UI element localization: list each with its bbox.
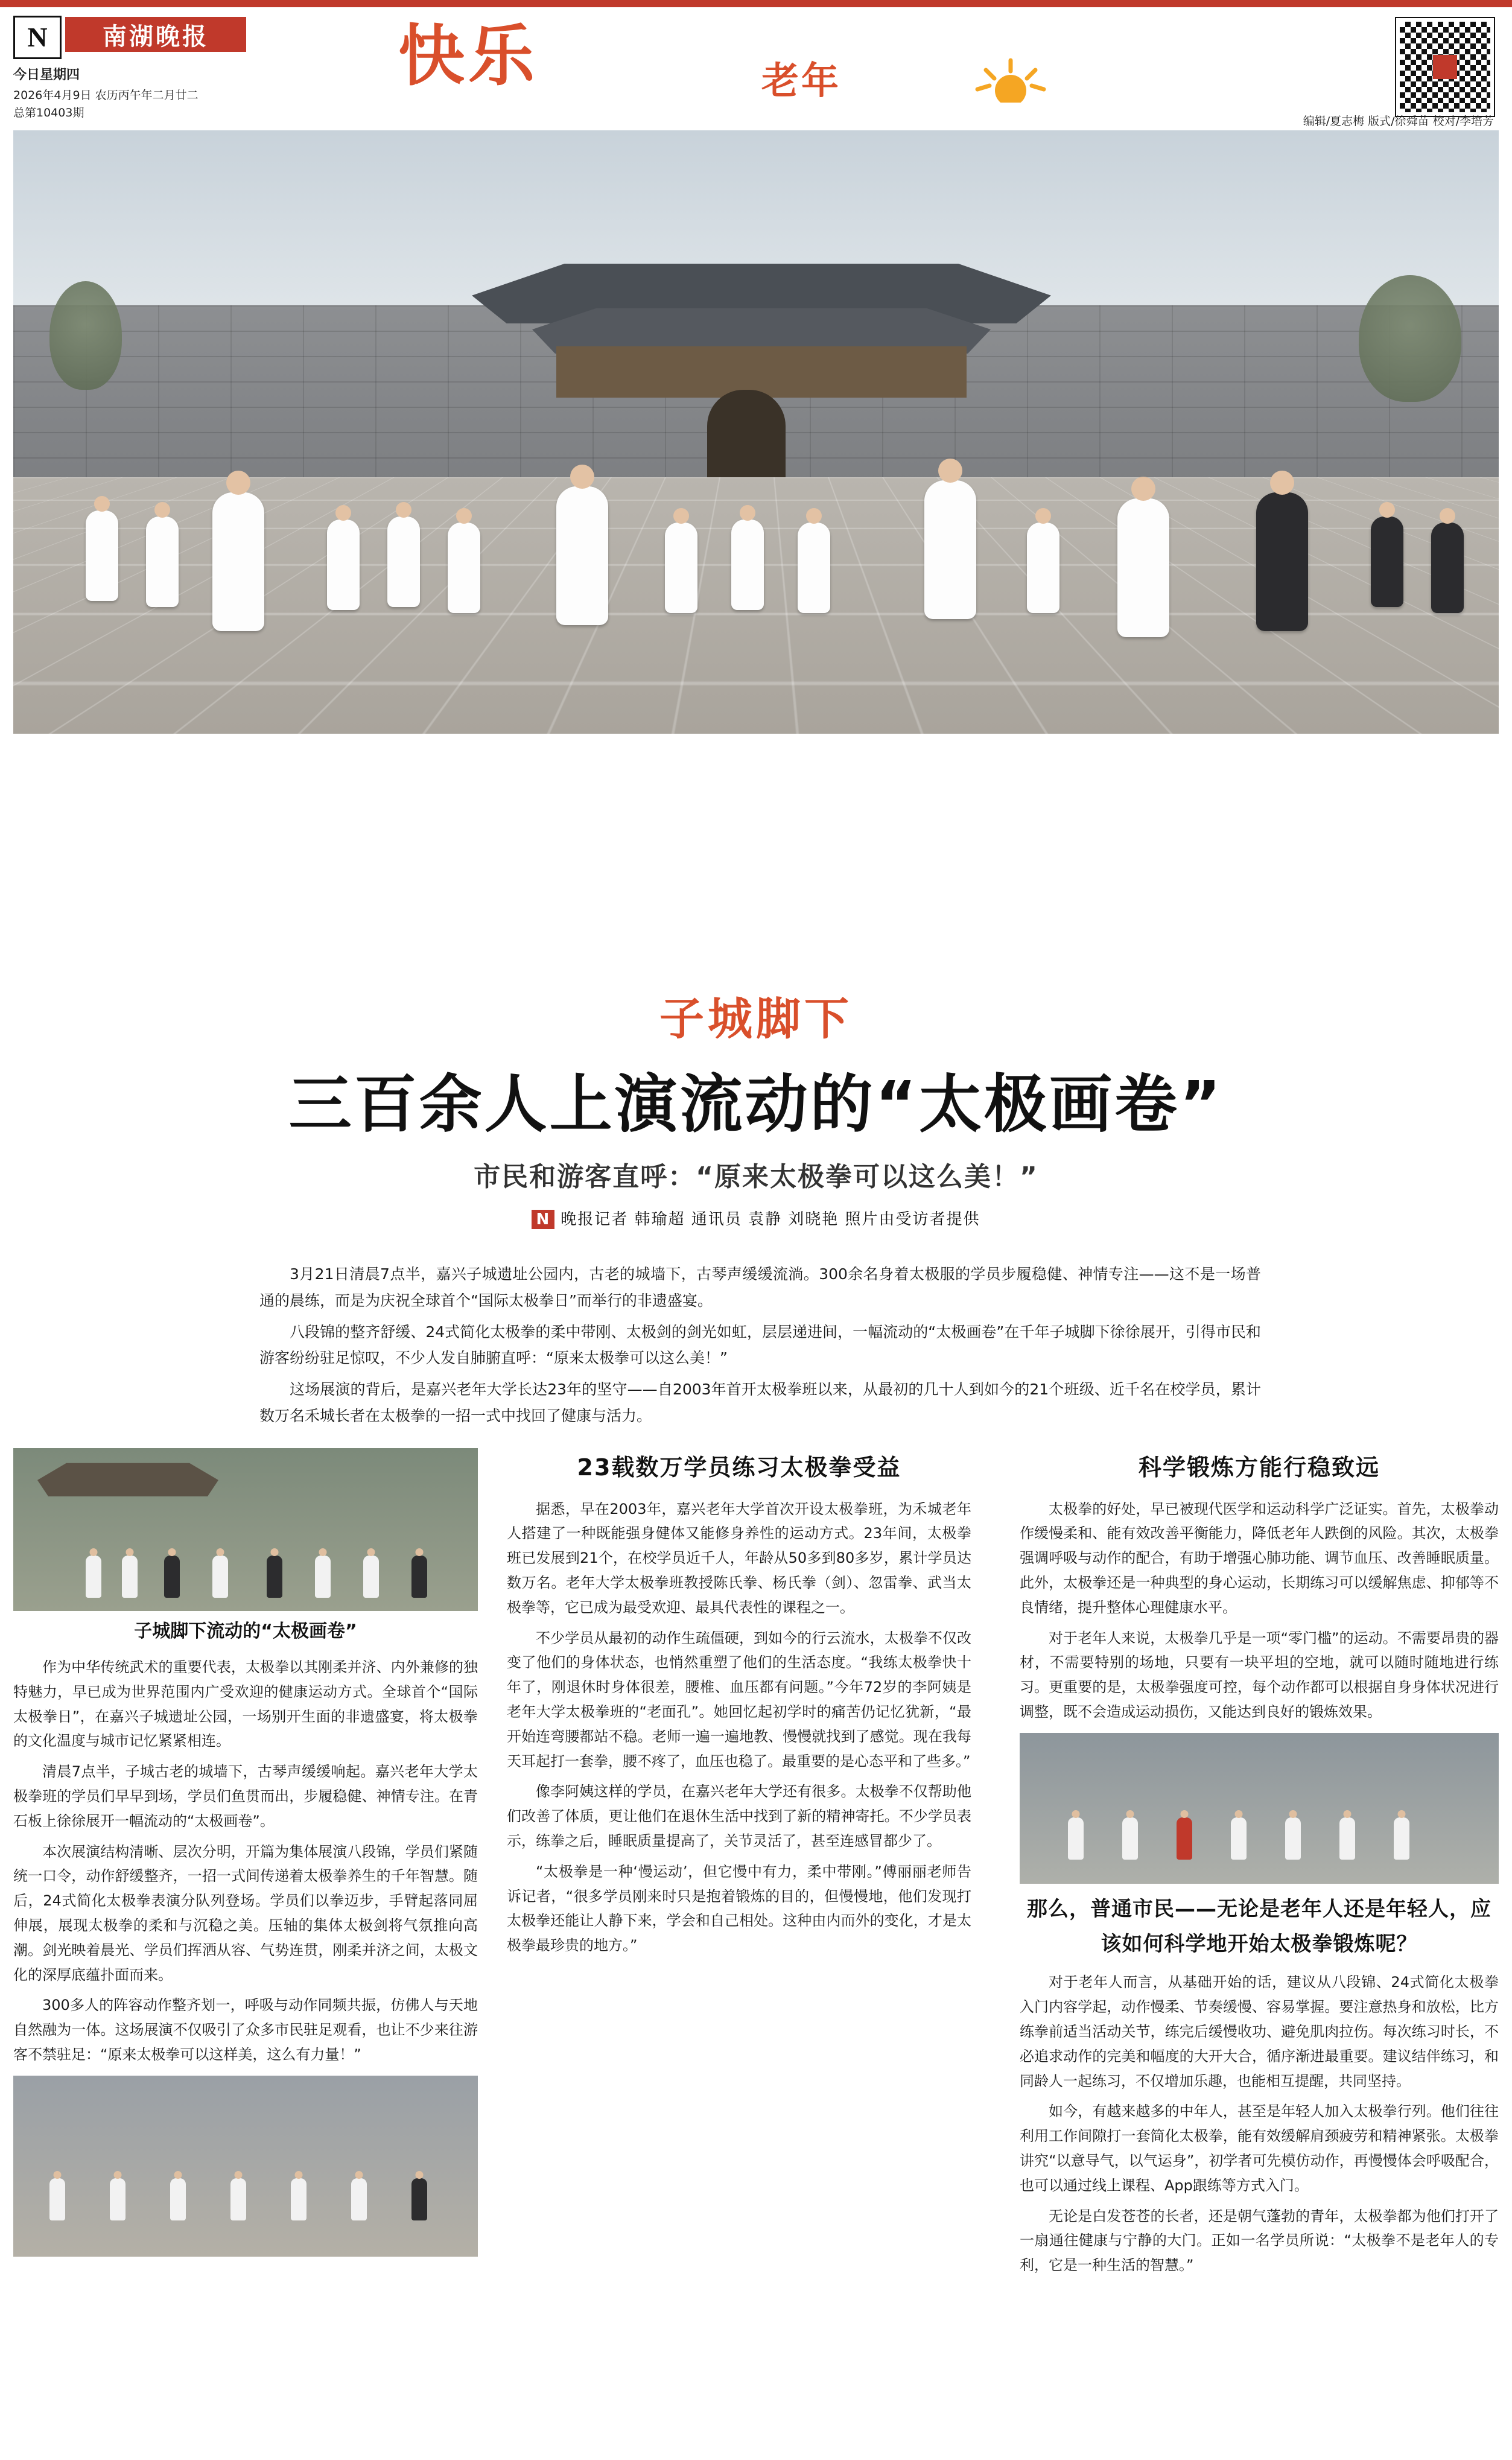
date-label: 2026年4月9日 农历丙午年二月廿二 [13, 89, 199, 102]
section-heading: 科学锻炼方能行稳致远 [1138, 1454, 1380, 1481]
photo-caption: 子城脚下流动的“太极画卷” [134, 1621, 357, 1642]
headline-sub: 市民和游客直呼：“原来太极拳可以这么美！” [474, 1162, 1038, 1192]
body-para: 像李阿姨这样的学员，在嘉兴老年大学还有很多。太极拳不仅帮助他们改善了体质，更让他们在退休生活中找到了新的精神寄托。不少学员表示，练拳之后，睡眠质量提高了，关节灵活了，甚至连感冒都少了。 [507, 1783, 971, 1849]
body-para: 太极拳的好处，早已被现代医学和运动科学广泛证实。首先，太极拳动作缓慢柔和、能有效改善平衡能力，降低老年人跌倒的风险。其次，太极拳强调呼吸与动作的配合，有助于增强心肺功能、调节血压、改善睡眠质量。此外，太极拳还是一种典型的身心运动，长期练习可以缓解焦虑、抑郁等不良情绪，提升整体心理健康水平。 [1020, 1500, 1499, 1616]
taichi-practitioner [924, 480, 976, 619]
pavilion-body [556, 346, 967, 398]
headline-block [13, 984, 1499, 1229]
body-para: 不少学员从最初的动作生疏僵硬，到如今的行云流水，太极拳不仅改变了他们的身体状态，也悄然重塑了他们的生活态度。“我练太极拳快十年了，刚退休时身体很差，腰椎、血压都有问题。”今年72岁的李阿姨是老年大学太极拳班的“老面孔”。她回忆起初学时的痛苦仍记忆犹新，“最开始连弯腰都站不稳。老师一遍一遍地教、慢慢就找到了感觉。现在我每天耳起打一套拳，腰不疼了，血压也稳了。最重要的是心态平和了些多。” [507, 1629, 971, 1770]
taichi-practitioner [448, 523, 480, 613]
column-right [1020, 1448, 1499, 2284]
figure [1122, 1817, 1138, 1860]
paper-name: 南湖晚报 [65, 17, 246, 52]
figure [1231, 1817, 1247, 1860]
photo-group-at-park [13, 1448, 478, 1611]
weekday-label: 今日星期四 [13, 68, 80, 83]
section-title [398, 17, 772, 101]
paper-logo-icon: N [13, 16, 62, 59]
section-title-sub: 老年 [761, 59, 842, 103]
taichi-practitioner [327, 520, 360, 610]
taichi-practitioner [86, 510, 118, 601]
figure [1339, 1817, 1355, 1860]
figure [110, 2178, 125, 2220]
sun-icon [965, 54, 1056, 103]
hero-photo [13, 130, 1499, 734]
body-para: 对于老年人而言，从基础开始的话，建议从八段锦、24式简化太极拳入门内容学起，动作慢柔、节奏缓慢、容易掌握。要注意热身和放松，比方练拳前适当活动关节，练完后缓慢收功、避免肌肉拉伤。每次练习时长，不必追求动作的完美和幅度的大开大合，循序渐进最重要。建议结伴练习，和同龄人一起练习，不仅增加乐趣，也能相互提醒，共同坚持。 [1020, 1974, 1499, 2090]
byline [13, 1207, 1499, 1229]
column-middle [507, 1448, 971, 1964]
lead-para: 这场展演的背后，是嘉兴老年大学长达23年的坚守——自2003年首开太极拳班以来，从最初的几十人到如今的21个班级、近千名在校学员，累计数万名禾城长者在太极拳的一招一式中找回了健康与活力。 [259, 1381, 1261, 1425]
taichi-practitioner [556, 486, 608, 625]
issue-label: 总第10403期 [13, 106, 84, 119]
taichi-practitioner [1371, 516, 1403, 607]
figure [1285, 1817, 1301, 1860]
body-para: 300多人的阵容动作整齐划一，呼吸与动作同频共振，仿佛人与天地自然融为一体。这场展演不仅吸引了众多市民驻足观看，也让不少来往游客不禁驻足：“原来太极拳可以这样美，这么有力量！” [13, 1997, 478, 2063]
lead-para: 八段锦的整齐舒缓、24式简化太极拳的柔中带刚、太极剑的剑光如虹，层层递进间，一幅流动的“太极画卷”在千年子城脚下徐徐展开，引得市民和游客纷纷驻足惊叹，不少人发自肺腑直呼：“原来太极拳可以这么美！” [259, 1323, 1261, 1367]
pavilion-roof-icon [37, 1460, 218, 1496]
body-para: 据悉，早在2003年，嘉兴老年大学首次开设太极拳班，为禾城老年人搭建了一种既能强身健体又能修身养性的运动方式。23年间，太极拳班已发展到21个，在校学员近千人，年龄从50多到80多岁，累计学员达数万名。老年大学太极拳班教授陈氏拳、杨氏拳（剑）、忽雷拳、武当太极拳等，它已成为最受欢迎、最具代表性的课程之一。 [507, 1500, 971, 1616]
taichi-practitioner [731, 520, 764, 610]
body-para: 如今，有越来越多的中年人，甚至是年轻人加入太极拳行列。他们往往利用工作间隙打一套简化太极拳，能有效缓解肩颈疲劳和精神紧张。太极拳讲究“以意导气，以气运身”，初学者可先模仿动作，再慢慢体会呼吸配合，也可以通过线上课程、App跟练等方式入门。 [1020, 2103, 1499, 2194]
headline-kicker: 子城脚下 [659, 993, 853, 1045]
taichi-practitioner [1027, 523, 1059, 613]
taichi-practitioner [1431, 523, 1464, 613]
figure [122, 1556, 138, 1598]
figure [351, 2178, 367, 2220]
figure [170, 2178, 186, 2220]
date-block [13, 65, 199, 121]
figure [86, 1556, 101, 1598]
city-gate [707, 390, 786, 480]
taichi-practitioner [1117, 498, 1169, 637]
figure [291, 2178, 307, 2220]
body-para: 作为中华传统武术的重要代表，太极拳以其刚柔并济、内外兼修的独特魅力，早已成为世界范围内广受欢迎的健康运动方式。全球首个“国际太极拳日”，在嘉兴子城遗址公园，一场别开生面的非遗盛宴，将太极拳的文化温度与城市记忆紧紧相连。 [13, 1659, 478, 1750]
figure [315, 1556, 331, 1598]
body-para: 清晨7点半，子城古老的城墙下，古琴声缓缓响起。嘉兴老年大学太极拳班的学员们早早到场，学员们鱼贯而出，步履稳健、神情专注。在青石板上徐徐展开一幅流动的“太极画卷”。 [13, 1763, 478, 1829]
section-title-main: 快乐 [398, 17, 538, 95]
taichi-practitioner [665, 523, 697, 613]
taichi-practitioner [212, 492, 264, 631]
body-para: 无论是白发苍苍的长者，还是朝气蓬勃的青年，太极拳都为他们打开了一扇通往健康与宁静的大门。正如一名学员所说：“太极拳不是老年人的专利，它是一种生活的智慧。” [1020, 2207, 1499, 2274]
body-para: 本次展演结构清晰、层次分明，开篇为集体展演八段锦，学员们紧随统一口令，动作舒缓整齐，一招一式间传递着太极拳养生的千年智慧。随后，24式简化太极拳表演分队列登场。学员们以拳迈步，手臂起落同屈伸展，展现太极拳的柔和与沉稳之美。压轴的集体太极剑将气氛推向高潮。剑光映着晨光、学员们挥洒从容、气势连贯，刚柔并济之间，太极文化的深厚底蕴扑面而来。 [13, 1843, 478, 1983]
column-left [13, 1448, 478, 2263]
qr-code[interactable] [1396, 18, 1494, 116]
photo-plaza-formation [13, 2076, 478, 2257]
byline-text: 晚报记者 韩瑜超 通讯员 袁静 刘晓艳 照片由受访者提供 [561, 1210, 980, 1228]
taichi-practitioner [146, 516, 179, 607]
figure [411, 1556, 427, 1598]
figure [411, 2178, 427, 2220]
editor-credits: 编辑/夏志梅 版式/徐舜苗 校对/李培芳 [1303, 115, 1494, 128]
figure [267, 1556, 282, 1598]
taichi-practitioner [798, 523, 830, 613]
tree [49, 281, 122, 390]
byline-mark-icon: N [532, 1210, 554, 1229]
figure [164, 1556, 180, 1598]
taichi-practitioner [387, 516, 420, 607]
figure [1068, 1817, 1084, 1860]
figure [212, 1556, 228, 1598]
masthead [0, 7, 1512, 119]
tree [1359, 275, 1461, 402]
figure [1394, 1817, 1409, 1860]
lead-para: 3月21日清晨7点半，嘉兴子城遗址公园内，古老的城墙下，古琴声缓缓流淌。300余名身着太极服的学员步履稳健、神情专注——这不是一场普通的晨练，而是为庆祝全球首个“国际太极拳日”而举行的非遗盛宴。 [259, 1265, 1261, 1309]
body-para: 对于老年人来说，太极拳几乎是一项“零门槛”的运动。不需要昂贵的器材，不需要特别的场地，只要有一块平坦的空地，就可以随时随地进行练习。更重要的是，太极拳强度可控，每个动作都可以根据自身身体状况进行调整，既不会造成运动损伤，又能达到良好的锻炼效果。 [1020, 1629, 1499, 1720]
headline-main: 三百余人上演流动的“太极画卷” [288, 1067, 1224, 1141]
lead-paragraphs [259, 1261, 1261, 1434]
figure [363, 1556, 379, 1598]
top-red-bar [0, 0, 1512, 7]
body-para: “太极拳是一种‘慢运动’，但它慢中有力，柔中带刚。”傅丽丽老师告诉记者，“很多学员刚来时只是抱着锻炼的目的，但慢慢地，他们发现打太极拳还能让人静下来，学会和自己相处。这种由内而外的变化，才是太极拳最珍贵的地方。” [507, 1863, 971, 1954]
figure [49, 2178, 65, 2220]
section-subheading: 那么，普通市民——无论是老年人还是年轻人，应该如何科学地开始太极拳锻炼呢？ [1027, 1896, 1491, 1956]
taichi-practitioner [1256, 492, 1308, 631]
figure [1177, 1817, 1192, 1860]
figure [230, 2178, 246, 2220]
photo-group-portrait [1020, 1733, 1499, 1884]
section-heading: 23载数万学员练习太极拳受益 [577, 1454, 901, 1481]
qr-center-icon [1433, 55, 1457, 79]
